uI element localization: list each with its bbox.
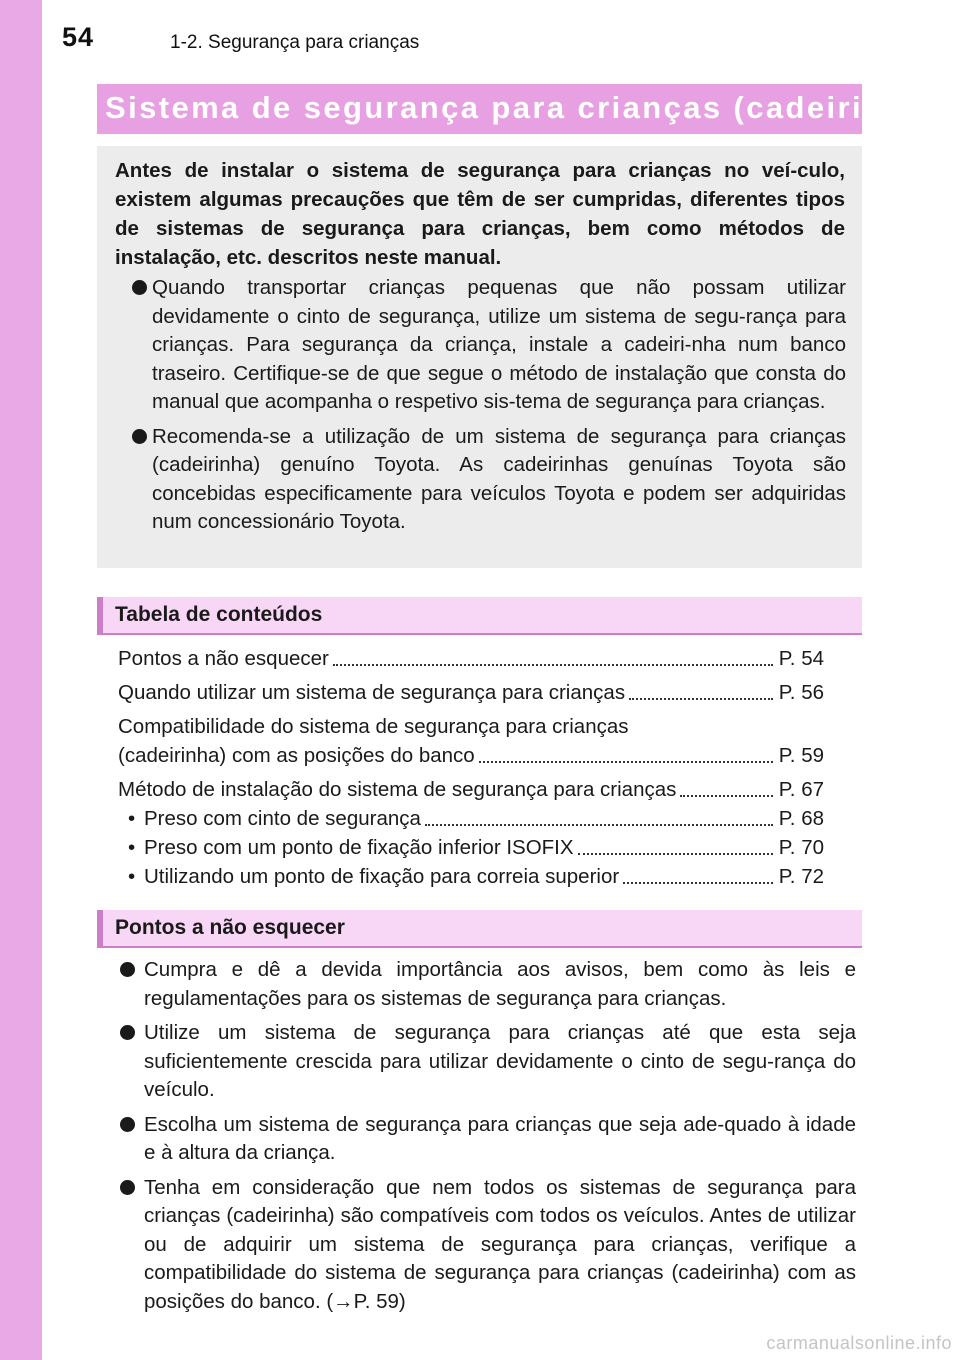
section-reference: 1-2. Segurança para crianças xyxy=(170,32,420,53)
side-tab-strip xyxy=(0,0,42,1360)
intro-box xyxy=(97,146,862,568)
reminder-bullet xyxy=(118,1111,856,1168)
page-number: 54 xyxy=(62,22,95,52)
bullet-dot-icon xyxy=(132,429,147,444)
intro-bullet-text: Quando transportar crianças pequenas que não possam utilizar devidamente o cinto de segurança, utilize um sistema de segu-rança para crianças. Para segurança da criança, instale a cadeiri-nha num banco traseiro. Certifique-se de que segue o método de instalação que consta do manual que acompanha o respetivo sis-tema de segurança para crianças. xyxy=(152,276,846,413)
toc-subitem-text: Utilizando um ponto de fixação para correia superior xyxy=(144,865,620,888)
toc-item-page: P. 56 xyxy=(778,681,824,704)
reminder-text: Cumpra e dê a devida importância aos avisos, bem como às leis e regulamentações para os sistemas de segurança para crianças. xyxy=(144,958,856,1010)
toc-item-page: P. 59 xyxy=(778,744,824,767)
dot-leader xyxy=(623,882,773,884)
toc-subitem-page: P. 70 xyxy=(778,836,824,859)
intro-lead-text: Antes de instalar o sistema de segurança para crianças no veí-culo, existem algumas precauções que têm de ser cumpridas, diferentes tipos de sistemas de segurança para crianças, bem como métodos de instalação, etc. descritos neste manual. xyxy=(115,159,845,269)
title-banner xyxy=(97,84,939,134)
reminder-text: Tenha em consideração que nem todos os sistemas de segurança para crianças (cadeirinha) são compatíveis com todos os veículos. Antes de utilizar ou de adquirir um sistema de segurança para crianças, verifique a compatibilidade do sistema de segurança para crianças (cadeirinha) com as posições do banco. (→P. 59) xyxy=(144,1175,856,1313)
toc-subitem-bullet: • xyxy=(128,807,136,830)
toc-item-text-line1: Compatibilidade do sistema de segurança para crianças xyxy=(118,715,629,738)
intro-bullet xyxy=(132,423,846,537)
toc-subitem-page: P. 68 xyxy=(778,807,824,830)
watermark: carmanualsonline.info xyxy=(766,1333,952,1353)
intro-bullet xyxy=(132,274,846,417)
toc-subitem[interactable] xyxy=(118,804,824,833)
toc-subitem[interactable] xyxy=(118,833,824,862)
bullet-dot-icon xyxy=(120,1180,135,1195)
intro-bullet-list xyxy=(132,274,846,543)
toc-subitem-bullet: • xyxy=(128,836,136,859)
reminders-section-header xyxy=(97,910,862,948)
intro-bullet-text: Recomenda-se a utilização de um sistema de segurança para crianças (cadeirinha) genuíno Toyota. As cadeirinhas genuínas Toyota são concebidas especificamente para veículos Toyota e podem ser adquiridas num concessionário Toyota. xyxy=(152,424,846,533)
toc-item[interactable] xyxy=(118,644,824,673)
toc-item-page: P. 54 xyxy=(778,647,824,670)
toc-item[interactable] xyxy=(118,678,824,707)
bullet-dot-icon xyxy=(132,280,147,295)
reminders-bullet-list xyxy=(118,956,856,1322)
toc-item-page: P. 67 xyxy=(778,778,824,801)
reminder-bullet xyxy=(118,1174,856,1317)
dot-leader xyxy=(333,664,773,666)
bullet-dot-icon xyxy=(120,1117,135,1132)
toc-subitem[interactable] xyxy=(118,862,824,891)
dot-leader xyxy=(629,698,773,700)
toc-item[interactable] xyxy=(118,775,824,804)
dot-leader xyxy=(680,795,772,797)
toc-item[interactable] xyxy=(118,712,824,770)
dot-leader xyxy=(479,761,773,763)
toc-item-text: Pontos a não esquecer xyxy=(118,647,329,670)
reminder-bullet xyxy=(118,956,856,1013)
bullet-dot-icon xyxy=(120,1025,135,1040)
toc-subitem-page: P. 72 xyxy=(778,865,824,888)
bullet-dot-icon xyxy=(120,962,135,977)
toc-subitem-text: Preso com cinto de segurança xyxy=(144,807,421,830)
toc-subitem-text: Preso com um ponto de fixação inferior ISOFIX xyxy=(144,836,574,859)
toc-heading: Tabela de conteúdos xyxy=(115,603,323,626)
table-of-contents xyxy=(118,644,824,891)
dot-leader xyxy=(578,853,773,855)
page-title: Sistema de segurança para crianças (cadeirinha) xyxy=(105,90,939,125)
toc-item-text: Quando utilizar um sistema de segurança para crianças xyxy=(118,681,626,704)
reminders-heading: Pontos a não esquecer xyxy=(115,916,345,939)
dot-leader xyxy=(425,824,773,826)
reminder-text: Escolha um sistema de segurança para crianças que seja ade-quado à idade e à altura da criança. xyxy=(144,1112,856,1164)
toc-subitem-bullet: • xyxy=(128,865,136,888)
toc-item-text: Método de instalação do sistema de segurança para crianças xyxy=(118,778,677,801)
toc-section-header xyxy=(97,597,862,635)
toc-item-text: (cadeirinha) com as posições do banco xyxy=(118,744,475,767)
reminder-bullet xyxy=(118,1019,856,1105)
reminder-text: Utilize um sistema de segurança para crianças até que esta seja suficientemente crescida para utilizar devidamente o cinto de segu-rança do veículo. xyxy=(144,1021,856,1101)
